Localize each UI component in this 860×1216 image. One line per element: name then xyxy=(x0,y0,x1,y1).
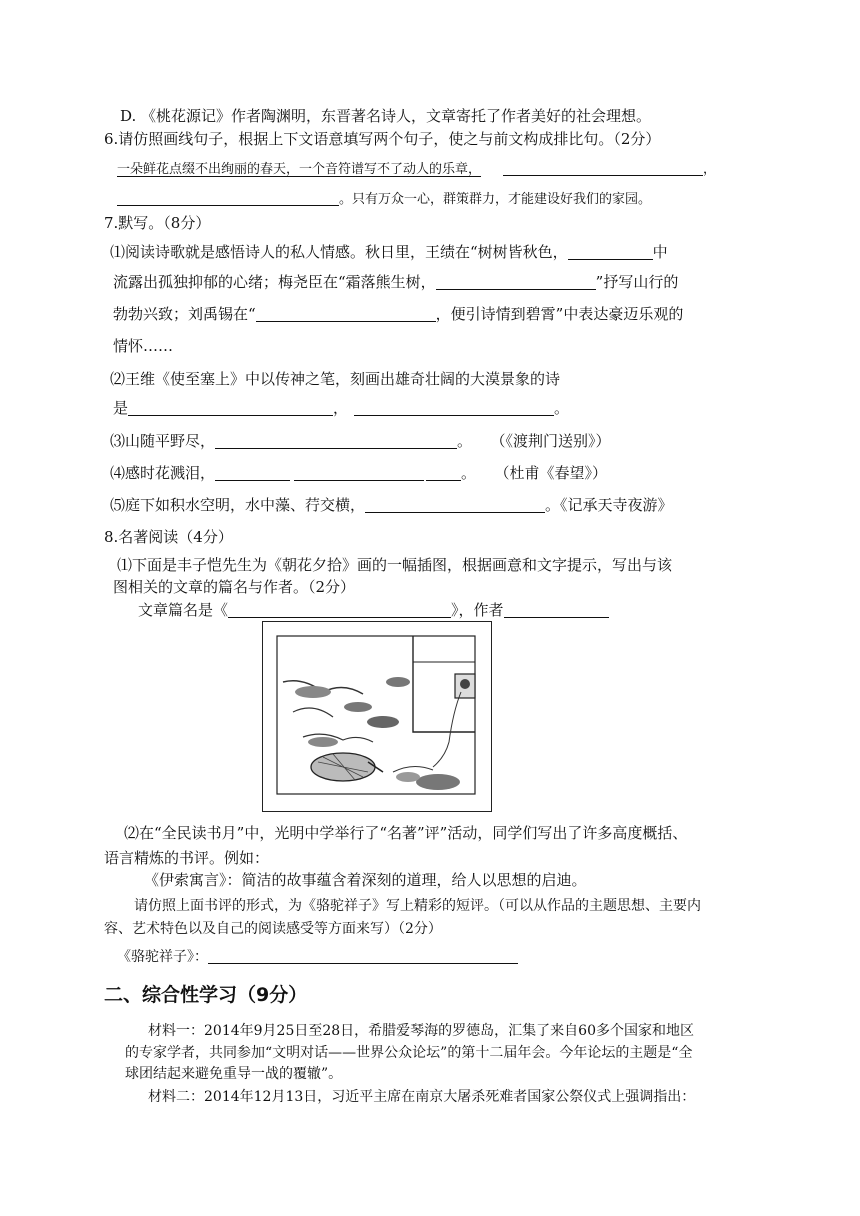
q7-p3-text-a: ⑶山随平野尽， xyxy=(110,432,216,450)
q8-camel-line xyxy=(117,946,518,966)
q7-p5-text-b: 。《记承天寺夜游》 xyxy=(545,496,673,514)
q8-answer-line xyxy=(138,599,609,620)
q7-blank-1[interactable] xyxy=(568,244,653,260)
q7-p4-text-a: ⑷感时花溅泪， xyxy=(110,464,216,482)
q7-p3-source: （《渡荆门送别》） xyxy=(498,432,611,450)
q7-blank-2[interactable] xyxy=(436,274,596,290)
material-1-line3: 球团结起来避免重导一战的覆辙”。 xyxy=(125,1066,343,1082)
q7-p5-text-a: ⑸庭下如积水空明，水中藻、荇交横， xyxy=(110,496,366,514)
q7-p1-text-d: ”抒写山行的 xyxy=(595,273,679,291)
q8-instruction-line1: 请仿照上面书评的形式，为《骆驼祥子》写上精彩的短评。（可以从作品的主题思想、主要内 xyxy=(134,898,701,914)
q7-p3-line xyxy=(110,430,611,451)
q8-title-prefix: 文章篇名是《 xyxy=(138,601,229,619)
q8-p2-line1: ⑵在“全民读书月”中，光明中学举行了“名著”评”活动，同学们写出了许多高度概括、 xyxy=(124,824,688,842)
material-1-line2: 的专家学者，共同参加“文明对话——世界公众论坛”的第十二届年会。今年论坛的主题是“全 xyxy=(125,1045,693,1061)
q7-blank-7a[interactable] xyxy=(215,465,290,481)
q8-instruction-line2: 容、艺术特色以及自己的阅读感受等方面来写）（2分） xyxy=(104,921,442,937)
q8-author-label: 》，作者 xyxy=(451,601,504,619)
q7-p4-line xyxy=(110,462,607,483)
q7-p4-source: （杜甫《春望》） xyxy=(502,464,608,482)
q8-review-blank[interactable] xyxy=(208,948,518,964)
q7-p5-line xyxy=(110,494,673,515)
q7-blank-8[interactable] xyxy=(365,497,545,513)
q6-ending: 。只有万众一心，群策群力，才能建设好我们的家园。 xyxy=(339,192,652,207)
q7-p2-text-a: 是 xyxy=(113,399,129,417)
q8-p1-line1: ⑴下面是丰子恺先生为《朝花夕拾》画的一幅插图，根据画意和文字提示，写出与该 xyxy=(117,556,673,574)
q7-p1-line4: 情怀…… xyxy=(113,337,174,355)
q7-p1-text-b: 中 xyxy=(652,243,668,261)
q8-author-blank[interactable] xyxy=(504,602,609,618)
section-2-heading: 二、综合性学习（9分） xyxy=(104,984,308,1006)
question-8-title: 8.名著阅读（4分） xyxy=(104,528,233,546)
q7-p1-line3 xyxy=(113,303,683,324)
q7-p1-text-e: 勃勃兴致；刘禹锡在“ xyxy=(113,305,256,323)
question-6-prompt: 6.请仿照画线句子，根据上下文语意填写两个句子，使之与前文构成排比句。（2分） xyxy=(104,130,661,148)
q7-p1-text-c: 流露出孤独抑郁的心绪；梅尧臣在“霜落熊生树， xyxy=(113,273,436,291)
q7-blank-6[interactable] xyxy=(215,433,457,449)
q8-example: 《伊索寓言》：简洁的故事蕴含着深刻的道理，给人以思想的启迪。 xyxy=(144,871,587,889)
q8-p1-line2: 图相关的文章的篇名与作者。（2分） xyxy=(113,578,356,596)
question-7-title: 7.默写。（8分） xyxy=(104,214,211,232)
q7-p2-line2 xyxy=(113,397,569,418)
q7-p2-line1: ⑵王维《使至塞上》中以传神之笔，刻画出雄奇壮阔的大漠景象的诗 xyxy=(110,370,561,388)
q7-p3-text-b: 。 xyxy=(457,432,473,450)
q8-camel-label: 《骆驼祥子》： xyxy=(117,949,208,965)
illustration-drawing xyxy=(263,622,490,810)
material-1-line1: 材料一：2014年9月25日至28日，希腊爱琴海的罗德岛，汇集了来自60多个国家和地区 xyxy=(148,1023,694,1039)
q7-blank-5[interactable] xyxy=(354,400,554,416)
q6-model-line xyxy=(117,158,716,177)
q7-blank-7b[interactable] xyxy=(294,465,424,481)
q7-blank-7c[interactable] xyxy=(426,465,461,481)
q6-blank-1[interactable] xyxy=(503,160,703,176)
q7-p1-text-f: ，便引诗情到碧霄”中表达豪迈乐观的 xyxy=(435,305,684,323)
q7-p1-text-a: ⑴阅读诗歌就是感悟诗人的私人情感。秋日里，王绩在“树树皆秋色， xyxy=(110,243,568,261)
q7-p2-text-b: ， xyxy=(333,399,349,417)
q6-second-line xyxy=(117,188,651,207)
q7-p1-line2 xyxy=(113,271,678,292)
q7-p2-text-c: 。 xyxy=(554,399,570,417)
q7-p1-line1 xyxy=(110,241,668,262)
q7-blank-4[interactable] xyxy=(128,400,333,416)
illustration-frame xyxy=(262,621,492,812)
q8-p2-line2: 语言精炼的书评。例如： xyxy=(104,849,270,867)
q7-p4-text-b: 。 xyxy=(461,464,477,482)
material-2-line1: 材料二：2014年12月13日，习近平主席在南京大屠杀死难者国家公祭仪式上强调指出： xyxy=(148,1089,696,1105)
q8-title-blank[interactable] xyxy=(228,602,451,618)
q7-blank-3[interactable] xyxy=(256,306,436,322)
q6-comma: ， xyxy=(703,162,717,177)
q6-blank-2[interactable] xyxy=(117,190,339,206)
q6-model-sentence: 一朵鲜花点缀不出绚丽的春天，一个音符谱写不了动人的乐章， xyxy=(117,162,482,177)
option-d-line: D. 《桃花源记》作者陶渊明，东晋著名诗人，文章寄托了作者美好的社会理想。 xyxy=(120,107,652,125)
